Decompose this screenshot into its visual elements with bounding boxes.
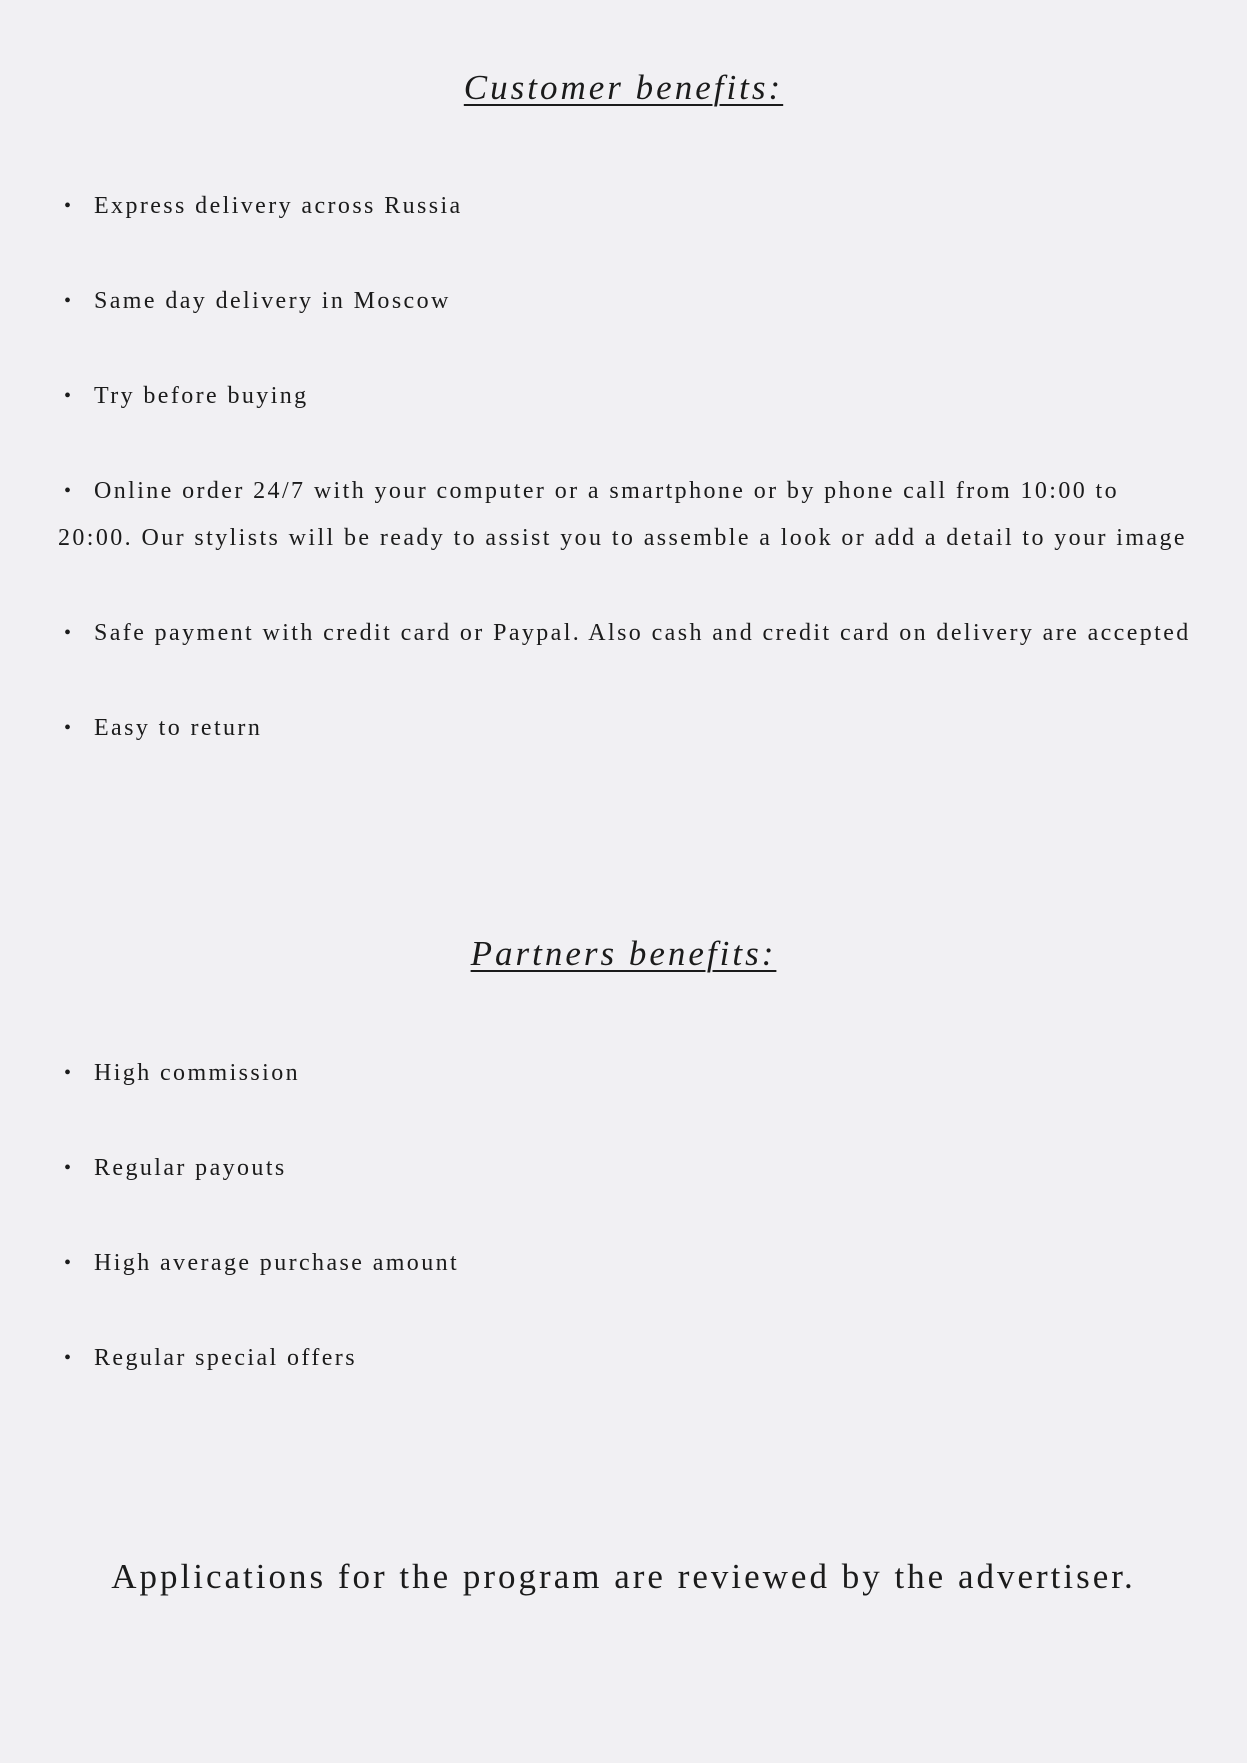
list-item-text: Regular special offers — [94, 1345, 357, 1371]
bullet-icon: • — [64, 1347, 74, 1369]
bullet-icon: • — [64, 1157, 74, 1179]
customer-benefits-title — [0, 66, 1247, 110]
list-item — [58, 1335, 1198, 1382]
list-item-text: Easy to return — [94, 715, 263, 741]
partners-benefits-title-text: Partners benefits: — [470, 934, 777, 973]
bullet-icon: • — [64, 195, 74, 217]
list-item-text: Safe payment with credit card or Paypal. Also cash and credit card on delivery are accepted — [94, 620, 1191, 646]
partners-benefits-list — [58, 1050, 1198, 1382]
bullet-icon: • — [64, 480, 74, 502]
list-item-text: Same day delivery in Moscow — [94, 288, 451, 314]
partners-benefits-title — [0, 932, 1247, 976]
list-item — [58, 1240, 1198, 1287]
list-item — [58, 373, 1198, 420]
list-item — [58, 468, 1198, 562]
list-item-text: Try before buying — [94, 383, 309, 409]
bullet-icon: • — [64, 1252, 74, 1274]
customer-benefits-title-text: Customer benefits: — [463, 68, 784, 107]
bullet-icon: • — [64, 717, 74, 739]
list-item-text: Express delivery across Russia — [94, 193, 463, 219]
list-item-text: High commission — [94, 1060, 301, 1086]
list-item — [58, 705, 1198, 752]
bullet-icon: • — [64, 622, 74, 644]
list-item-text: High average purchase amount — [94, 1250, 460, 1276]
list-item — [58, 1050, 1198, 1097]
list-item-text: Online order 24/7 with your computer or a smartphone or by phone call from 10:00 to 20:00. Our stylists will be ready to assist you to assemble a look or add a detail to your image — [58, 478, 1187, 551]
footer-note: Applications for the program are reviewed by the advertiser. — [111, 1557, 1136, 1596]
list-item — [58, 610, 1198, 657]
bullet-icon: • — [64, 290, 74, 312]
list-item-text: Regular payouts — [94, 1155, 287, 1181]
list-item — [58, 1145, 1198, 1192]
customer-benefits-list — [58, 183, 1198, 752]
list-item — [58, 278, 1198, 325]
bullet-icon: • — [64, 385, 74, 407]
list-item — [58, 183, 1198, 230]
bullet-icon: • — [64, 1062, 74, 1084]
